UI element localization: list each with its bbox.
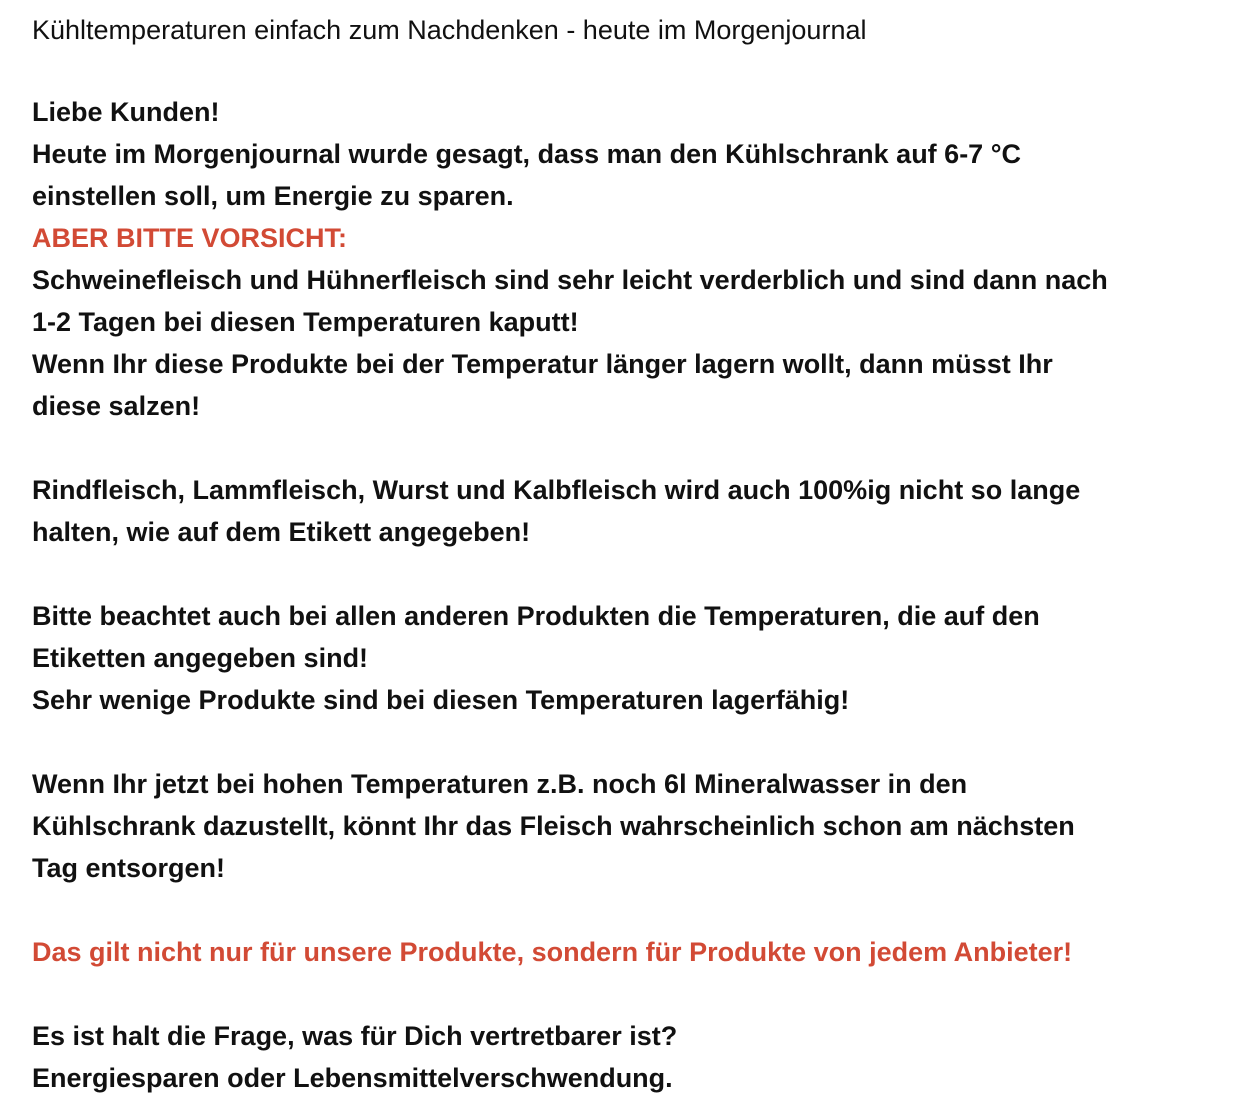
text-line: einstellen soll, um Energie zu sparen.: [32, 181, 514, 211]
text-line: Kühlschrank dazustellt, könnt Ihr das Fleisch wahrscheinlich schon am nächsten: [32, 811, 1075, 841]
text-line: Etiketten angegeben sind!: [32, 643, 369, 673]
highlight-line: Das gilt nicht nur für unsere Produkte, sondern für Produkte von jedem Anbieter!: [32, 937, 1073, 967]
text-line: Wenn Ihr diese Produkte bei der Temperatur länger lagern wollt, dann müsst Ihr: [32, 349, 1053, 379]
text-line: Energiesparen oder Lebensmittelverschwendung.: [32, 1063, 673, 1093]
paragraph: [32, 1015, 1242, 1099]
text-line: Liebe Kunden!: [32, 97, 220, 127]
text-line: diese salzen!: [32, 391, 201, 421]
text-line: Bitte beachtet auch bei allen anderen Produkten die Temperaturen, die auf den: [32, 601, 1040, 631]
text-line: Tag entsorgen!: [32, 853, 226, 883]
text-line: Wenn Ihr jetzt bei hohen Temperaturen z.B. noch 6l Mineralwasser in den: [32, 769, 968, 799]
text-line: Schweinefleisch und Hühnerfleisch sind sehr leicht verderblich und sind dann nach: [32, 265, 1108, 295]
highlight-line: ABER BITTE VORSICHT:: [32, 223, 348, 253]
document-body: [32, 10, 1242, 1099]
text-line: Es ist halt die Frage, was für Dich vertretbarer ist?: [32, 1021, 678, 1051]
text-line: Sehr wenige Produkte sind bei diesen Temperaturen lagerfähig!: [32, 685, 850, 715]
text-line: halten, wie auf dem Etikett angegeben!: [32, 517, 531, 547]
paragraph: [32, 763, 1242, 889]
document-title: Kühltemperaturen einfach zum Nachdenken - heute im Morgenjournal: [32, 15, 867, 45]
text-line: Rindfleisch, Lammfleisch, Wurst und Kalbfleisch wird auch 100%ig nicht so lange: [32, 475, 1081, 505]
paragraph: [32, 595, 1242, 721]
paragraph: [32, 931, 1242, 973]
text-line: Heute im Morgenjournal wurde gesagt, dass man den Kühlschrank auf 6-7 °C: [32, 139, 1021, 169]
paragraph-list: [32, 91, 1242, 1099]
paragraph: [32, 91, 1242, 427]
paragraph: [32, 469, 1242, 553]
text-line: 1-2 Tagen bei diesen Temperaturen kaputt!: [32, 307, 579, 337]
